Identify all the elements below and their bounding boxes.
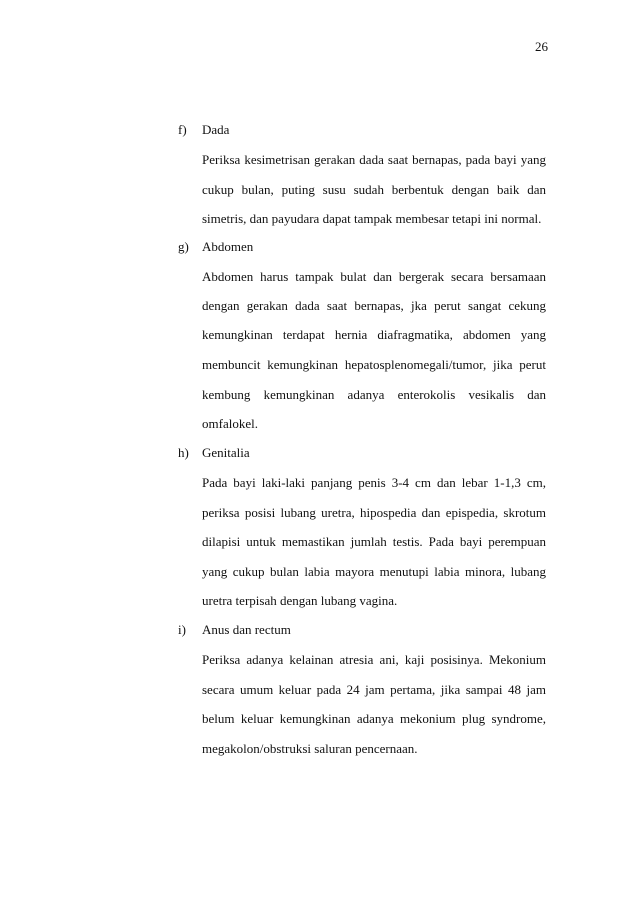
paragraph-line: simetris, dan payudara dapat tampak membesar tetapi ini normal.	[202, 211, 542, 226]
paragraph-line: Periksa kesimetrisan gerakan dada saat bernapas, pada bayi yang	[202, 152, 546, 167]
paragraph-line: dilapisi untuk memastikan jumlah testis. Pada bayi perempuan	[202, 534, 546, 549]
paragraph-line: secara umum keluar pada 24 jam pertama, jika sampai 48 jam	[202, 682, 546, 697]
section-heading-anus-dan-rectum	[178, 622, 291, 638]
section-title: Dada	[202, 122, 230, 137]
paragraph-line: periksa posisi lubang uretra, hipospedia dan epispedia, skrotum	[202, 505, 546, 520]
section-title: Anus dan rectum	[202, 622, 291, 637]
section-marker: i)	[178, 622, 186, 637]
paragraph-line: cukup bulan, puting susu sudah berbentuk dengan baik dan	[202, 182, 546, 197]
paragraph-line: Pada bayi laki-laki panjang penis 3-4 cm dan lebar 1-1,3 cm,	[202, 475, 546, 490]
section-heading-genitalia	[178, 445, 250, 461]
paragraph-line: membuncit kemungkinan hepatosplenomegali/tumor, jika perut	[202, 357, 546, 372]
section-heading-dada	[178, 122, 229, 138]
page-number: 26	[535, 39, 548, 54]
paragraph-line: kemungkinan terdapat hernia diafragmatika, abdomen yang	[202, 327, 546, 342]
section-title: Genitalia	[202, 445, 250, 460]
paragraph-line: yang cukup bulan labia mayora menutupi labia minora, lubang	[202, 564, 546, 579]
section-title: Abdomen	[202, 239, 254, 254]
paragraph-line: Abdomen harus tampak bulat dan bergerak secara bersamaan	[202, 269, 546, 284]
section-marker: h)	[178, 445, 189, 460]
paragraph-line: megakolon/obstruksi saluran pencernaan.	[202, 741, 418, 756]
section-marker: g)	[178, 239, 189, 254]
paragraph-line: uretra terpisah dengan lubang vagina.	[202, 593, 398, 608]
paragraph-line: kembung kemungkinan adanya enterokolis vesikalis dan	[202, 387, 546, 402]
paragraph-line: belum keluar kemungkinan adanya mekonium plug syndrome,	[202, 711, 546, 726]
section-heading-abdomen	[178, 239, 253, 255]
paragraph-line: omfalokel.	[202, 416, 258, 431]
paragraph-line: Periksa adanya kelainan atresia ani, kaji posisinya. Mekonium	[202, 652, 546, 667]
section-marker: f)	[178, 122, 187, 137]
paragraph-line: dengan gerakan dada saat bernapas, jka perut sangat cekung	[202, 298, 546, 313]
